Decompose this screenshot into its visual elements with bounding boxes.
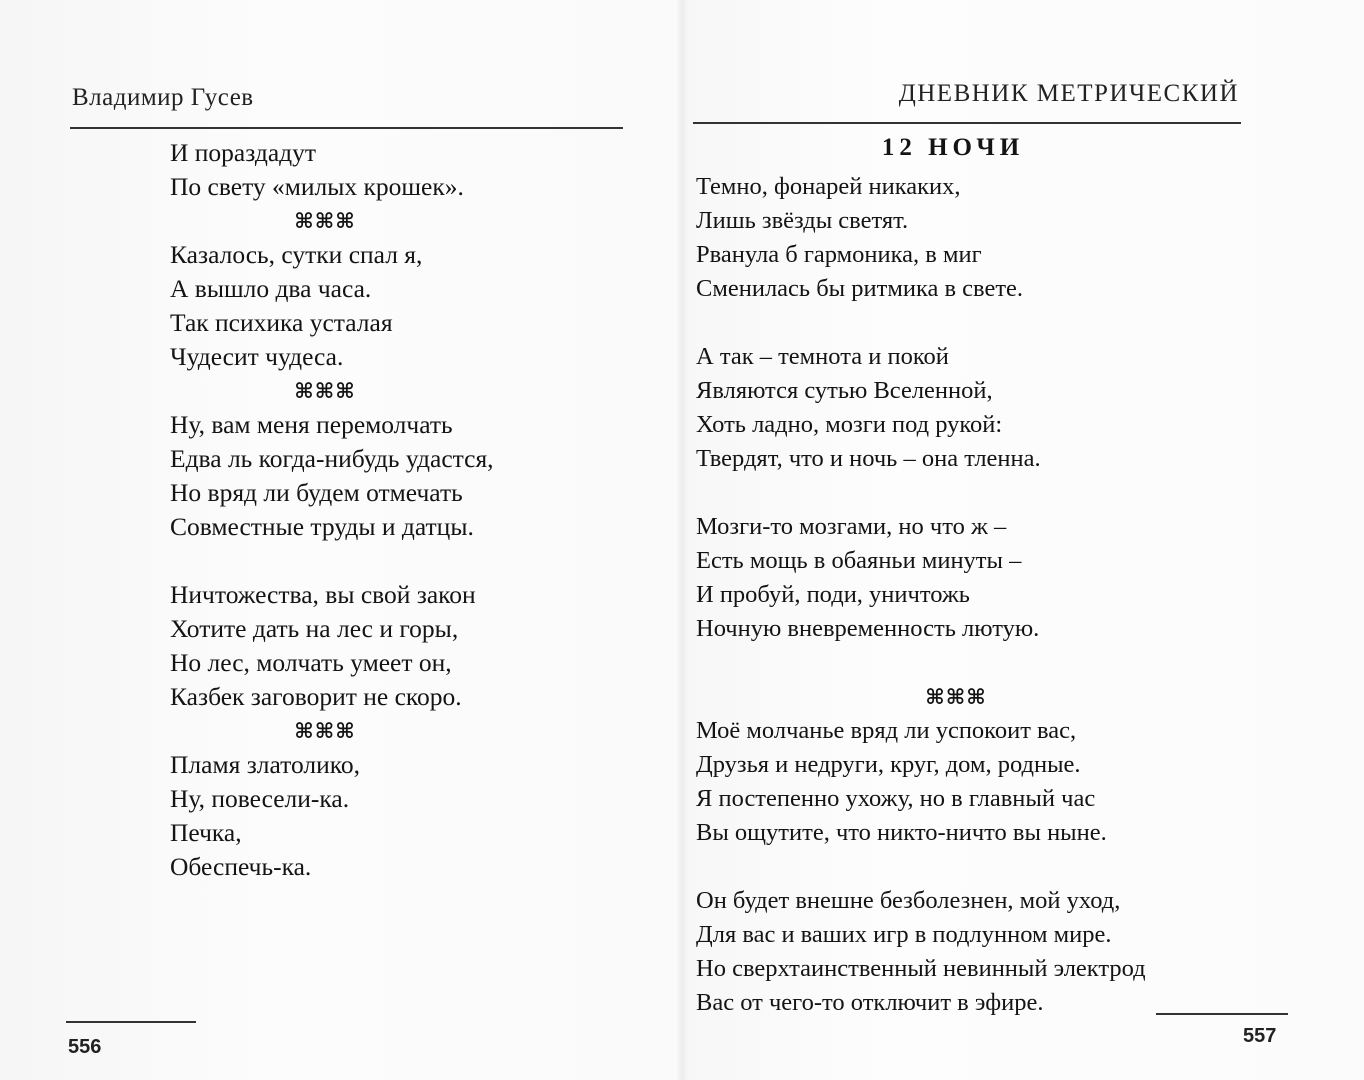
stanza-separator: ⌘⌘⌘ (294, 209, 356, 233)
stanza-separator: ⌘⌘⌘ (294, 379, 356, 403)
poem-title: 12 НОЧИ (881, 134, 1025, 161)
verse-line: А вышло два часа. (170, 274, 372, 303)
right-page-number: 557 (1243, 1025, 1277, 1047)
verse-line: Но вряд ли будем отмечать (170, 478, 463, 507)
verse-line: Пламя златолико, (170, 750, 360, 779)
verse-line: Но сверхтаинственный невинный электрод (696, 955, 1146, 982)
verse-line: Совместные труды и датцы. (170, 512, 474, 541)
verse-line: Ну, вам меня перемолчать (170, 410, 453, 439)
verse-line: Казбек заговорит не скоро. (170, 682, 462, 711)
verse-line: Являются сутью Вселенной, (696, 377, 993, 404)
verse-line: Моё молчанье вряд ли успокоит вас, (696, 717, 1077, 744)
verse-line: Есть мощь в обаяньи минуты – (696, 547, 1022, 574)
verse-line: Ночную вневременность лютую. (696, 615, 1040, 642)
book-gutter (676, 0, 688, 1080)
right-running-head: ДНЕВНИК МЕТРИЧЕСКИЙ (898, 80, 1239, 107)
verse-line: Вас от чего-то отключит в эфире. (696, 989, 1044, 1016)
verse-line: Для вас и ваших игр в подлунном мире. (696, 921, 1112, 948)
verse-line: Рванула б гармоника, в миг (696, 241, 982, 268)
stanza-break (696, 476, 1256, 510)
stanza-separator: ⌘⌘⌘ (294, 719, 356, 743)
verse-line: Вы ощутите, что никто-ничто вы ныне. (696, 819, 1107, 846)
verse-line: Темно, фонарей никаких, (696, 173, 961, 200)
verse-line: Я постепенно ухожу, но в главный час (696, 785, 1096, 812)
left-running-head: Владимир Гусев (72, 84, 254, 111)
verse-line: Обеспечь-ка. (170, 852, 312, 881)
verse-line: Ну, повесели-ка. (170, 784, 350, 813)
stanza-separator: ⌘⌘⌘ (925, 685, 987, 709)
verse-line: И пораздадут (170, 138, 317, 167)
stanza-break (696, 646, 1256, 680)
left-page-verse (170, 136, 570, 884)
verse-line: Так психика усталая (170, 308, 393, 337)
verse-line: Но лес, молчать умеет он, (170, 648, 452, 677)
verse-line: Твердят, что и ночь – она тленна. (696, 445, 1041, 472)
verse-line: Печка, (170, 818, 242, 847)
stanza-break (170, 544, 570, 578)
verse-line: Друзья и недруги, круг, дом, родные. (696, 751, 1081, 778)
verse-line: Казалось, сутки спал я, (170, 240, 423, 269)
right-header-rule (693, 122, 1241, 124)
right-page-verse (696, 170, 1256, 1020)
left-footer-rule (66, 1021, 196, 1023)
left-page-number: 556 (68, 1036, 102, 1058)
verse-line: И пробуй, поди, уничтожь (696, 581, 970, 608)
verse-line: Ничтожества, вы свой закон (170, 580, 476, 609)
verse-line: Лишь звёзды светят. (696, 207, 909, 234)
verse-line: Он будет внешне безболезнен, мой уход, (696, 887, 1121, 914)
stanza-break (696, 850, 1256, 884)
verse-line: А так – темнота и покой (696, 343, 949, 370)
right-footer-rule (1156, 1013, 1288, 1015)
verse-line: Чудесит чудеса. (170, 342, 344, 371)
verse-line: Едва ль когда-нибудь удастся, (170, 444, 494, 473)
verse-line: Хоть ладно, мозги под рукой: (696, 411, 1003, 438)
verse-line: Мозги-то мозгами, но что ж – (696, 513, 1007, 540)
verse-line: Сменилась бы ритмика в свете. (696, 275, 1024, 302)
stanza-break (696, 306, 1256, 340)
verse-line: По свету «милых крошек». (170, 172, 464, 201)
verse-line: Хотите дать на лес и горы, (170, 614, 459, 643)
left-header-rule (70, 127, 623, 129)
